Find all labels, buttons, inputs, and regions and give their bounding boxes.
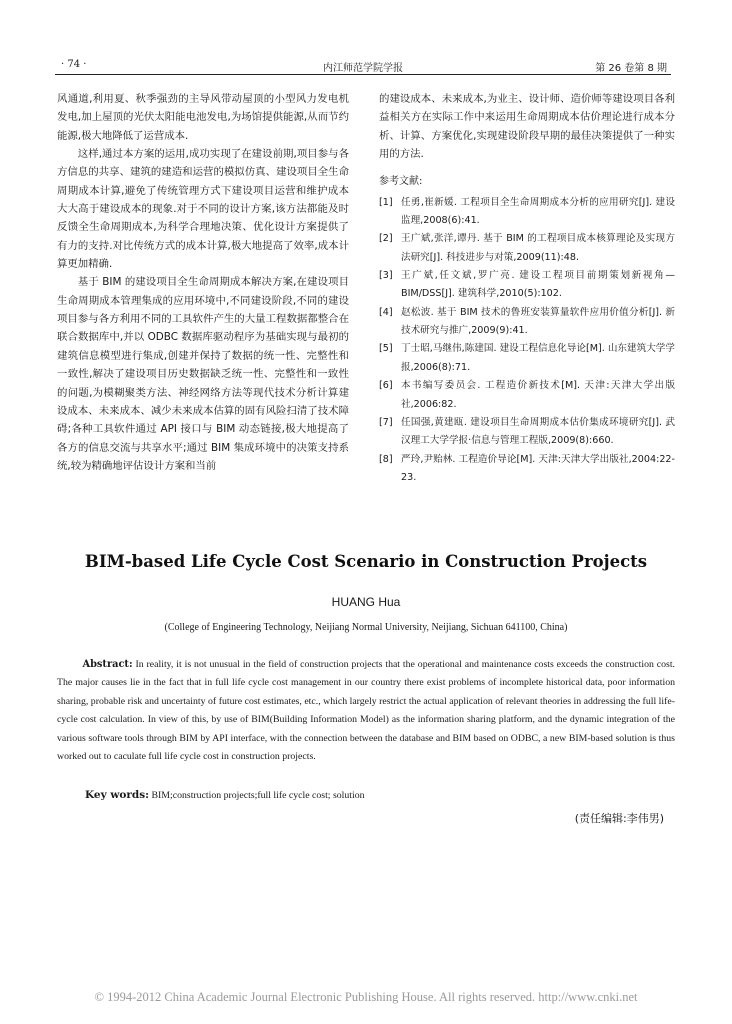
reference-text: 任国强,黄建瓯. 建设项目生命周期成本估价集成环境研究[J]. 武汉理工大学学报·信息与管理工程版,2009(8):660. xyxy=(401,416,675,447)
journal-name: 内江师范学院学报 xyxy=(323,63,403,74)
copyright-footer: © 1994-2012 China Academic Journal Electronic Publishing House. All rights reserved. http://www.cnki.net xyxy=(94,990,638,1004)
reference-text: 丁士昭,马继伟,陈建国. 建设工程信息化导论[M]. 山东建筑大学学报,2006(8):71. xyxy=(401,343,675,373)
reference-number: [4] xyxy=(379,306,393,318)
body-paragraph: 这样,通过本方案的运用,成功实现了在建设前期,项目参与各方信息的共享、建筑的建造和运营的模拟仿真、建设项目全生命周期成本计算,避免了传统管理方式下建设项目运营和维护成本大大高于建设成本的现象.对于不同的设计方案,该方法都能及时反馈全生命周期成本,为科学合理地决策、优化设计方案提供了有力的支持.对比传统方式的成本计算,极大地提高了效率,成本计算更加精确. xyxy=(57,148,349,271)
reference-item xyxy=(379,340,675,377)
reference-number: [7] xyxy=(379,416,393,428)
reference-item xyxy=(379,414,675,451)
page-number: · 74 · xyxy=(61,59,87,70)
body-paragraph: 的建设成本、未来成本,为业主、设计师、造价师等建设项目各利益相关方在实际工作中来运用生命周期成本估价理论进行成本分析、计算、方案优化,实现建设阶段早期的最佳决策提供了一种实用的方法. xyxy=(379,93,675,161)
keywords-text: BIM;construction projects;full life cycle cost; solution xyxy=(151,790,365,801)
english-title: BIM-based Life Cycle Cost Scenario in Construction Projects xyxy=(84,552,648,571)
reference-item xyxy=(379,230,675,267)
reference-item xyxy=(379,304,675,341)
left-column xyxy=(57,90,349,475)
reference-text: 任勇,崔新媛. 工程项目全生命周期成本分析的应用研究[J]. 建设监理,2008(6):41. xyxy=(401,196,675,227)
right-column xyxy=(379,90,675,487)
abstract-label: Abstract: xyxy=(82,659,133,670)
reference-number: [6] xyxy=(379,380,393,392)
reference-item xyxy=(379,377,675,414)
reference-list xyxy=(379,194,675,488)
reference-text: 本书编写委员会. 工程造价新技术[M]. 天津:天津大学出版社,2006:82. xyxy=(401,380,675,410)
abstract-text: In reality, it is not unusual in the field of construction projects that the operational and maintenance costs exceeds the construction cost. The major causes lie in the fact that in full life cycle cost management in our country there exist problems of incomplete historical data, poor information sharing, probable risk and uncertainty of future cost estimates, etc., which largely restrict the actual application of relevant theories in addressing the full life-cycle cost calculation. In view of this, by use of BIM(Building Information Model) as the information sharing platform, and the dynamic integration of the various software tools through BIM by API interface, with the connection between the database and BIM based on ODBC, a new BIM-based solution is thus worked out to caculate full life cycle cost in construction projects. xyxy=(57,659,675,763)
responsible-editor: (责任编辑:李伟男) xyxy=(574,812,664,825)
body-paragraph: 基于 BIM 的建设项目全生命周期成本解决方案,在建设项目生命周期成本管理集成的应用环境中,不同建设阶段,不同的建设项目参与各方利用不同的工具软件产生的大量工程数据都整合在联合数据库中,并以 ODBC 数据库驱动程序为基础实现与最初的建筑信息模型进行集成,创建并保持了数据的统一性、完整性和一致性,解决了建设项目历史数据缺乏统一性、完整性和一致性的问题,为模糊聚类方法、神经网络方法等现代技术分析计算建设成本、未来成本、减少未来成本估算的固有风险扫清了技术障碍;各种工具软件通过 API 接口与 BIM 动态链接,极大地提高了各方的信息交流与共享水平;通过 BIM 集成环境中的决策支持系统,较为精确地评估设计方案和当前 xyxy=(57,276,349,472)
author-affiliation: (College of Engineering Technology, Neijiang Normal University, Neijiang, Sichuan 641100, China) xyxy=(164,622,568,633)
keywords xyxy=(85,789,665,801)
references-heading: 参考文献: xyxy=(379,176,423,188)
reference-number: [1] xyxy=(379,196,393,208)
reference-text: 王广斌,张洋,谭丹. 基于 BIM 的工程项目成本核算理论及实现方法研究[J]. 科技进步与对策,2009(11):48. xyxy=(401,233,675,263)
abstract xyxy=(57,656,675,766)
keywords-label: Key words: xyxy=(85,789,150,801)
running-header xyxy=(55,56,671,74)
reference-item xyxy=(379,194,675,231)
issue-info: 第 26 卷第 8 期 xyxy=(595,63,667,74)
reference-number: [5] xyxy=(379,343,393,355)
reference-text: 严玲,尹贻林. 工程造价导论[M]. 天津:天津大学出版社,2004:22-23. xyxy=(401,453,675,483)
header-rule xyxy=(55,74,671,75)
reference-number: [3] xyxy=(379,270,393,282)
reference-text: 王广斌,任文斌,罗广亮. 建设工程项目前期策划新视角—BIM/DSS[J]. 建筑科学,2010(5):102. xyxy=(401,270,675,300)
reference-item xyxy=(379,267,675,304)
author-name: HUANG Hua xyxy=(331,595,401,609)
reference-number: [2] xyxy=(379,233,393,245)
reference-text: 赵松波. 基于 BIM 技术的鲁班安装算量软件应用价值分析[J]. 新技术研究与推广,2009(9):41. xyxy=(401,306,675,337)
reference-item xyxy=(379,451,675,488)
reference-number: [8] xyxy=(379,453,393,465)
body-paragraph: 风通道,利用夏、秋季强劲的主导风带动屋顶的小型风力发电机发电,加上屋顶的光伏太阳能电池发电,为场馆提供能源,从而节约能源,极大地降低了运营成本. xyxy=(57,93,349,142)
